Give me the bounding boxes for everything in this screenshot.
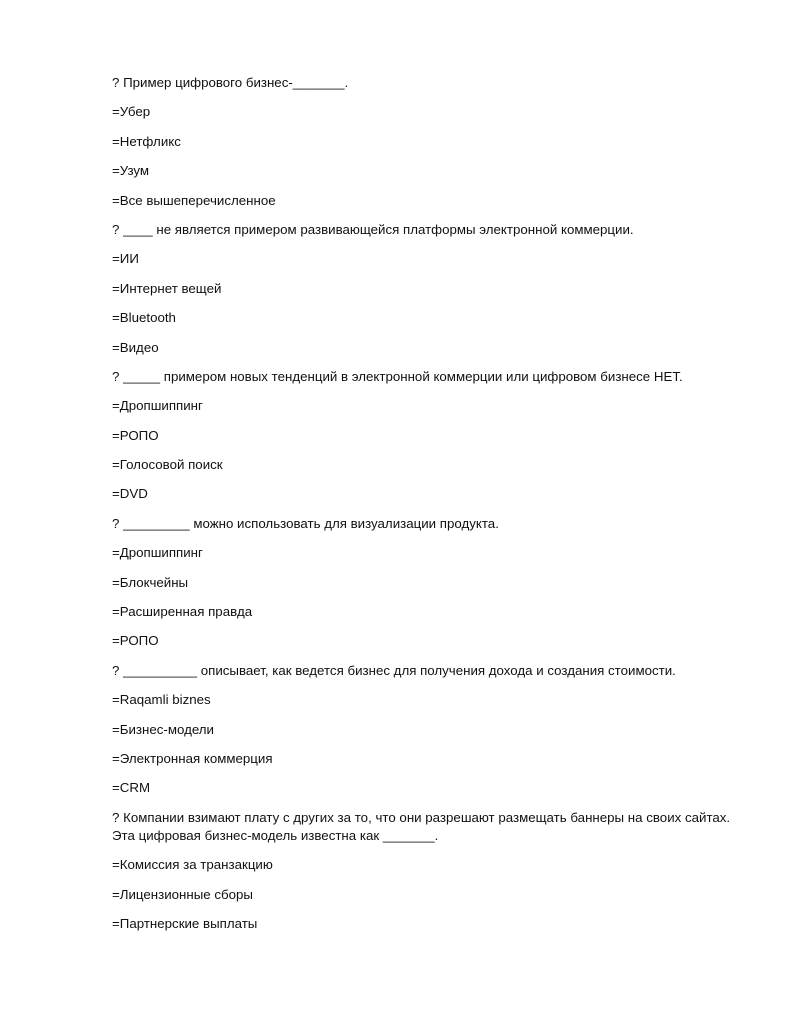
answer-option: =РОПО — [112, 427, 159, 443]
question-6: ? Компании взимают плату с других за то, что они разрешают размещать баннеры на своих сайтах. Эта цифровая бизнес-модель известна как _______. — [112, 809, 731, 843]
answer-option: =Bluetooth — [112, 310, 176, 326]
question-4: ? _________ можно использовать для визуализации продукта. — [112, 515, 499, 531]
question-1: ? Пример цифрового бизнес-_______. — [112, 75, 349, 90]
answer-option: =Все вышеперечисленное — [112, 192, 276, 208]
answer-option: =Дропшиппинг — [112, 398, 203, 414]
answer-option: =Голосовой поиск — [112, 457, 223, 473]
answer-option: =Убер — [112, 104, 151, 120]
answer-option: =Бизнес-модели — [112, 721, 214, 737]
question-3: ? _____ примером новых тенденций в электронной коммерции или цифровом бизнесе НЕТ. — [112, 368, 683, 384]
question-5: ? __________ описывает, как ведется бизнес для получения дохода и создания стоимости. — [112, 662, 676, 678]
answer-option: =Блокчейны — [112, 574, 189, 590]
answer-option: =DVD — [112, 486, 148, 502]
answer-option: =Интернет вещей — [112, 280, 222, 296]
answer-option: =Лицензионные сборы — [112, 886, 253, 902]
answer-option: =Raqamli biznes — [112, 692, 211, 708]
answer-option: =Партнерские выплаты — [112, 915, 258, 931]
answer-option: =Нетфликс — [112, 133, 181, 149]
answer-option: =Видео — [112, 339, 159, 355]
answer-option: =ИИ — [112, 251, 139, 267]
answer-option: =Электронная коммерция — [112, 750, 273, 766]
answer-option: =Дропшиппинг — [112, 545, 203, 561]
answer-option: =CRM — [112, 780, 151, 796]
document-body — [112, 74, 752, 944]
answer-option: =РОПО — [112, 633, 159, 649]
answer-option: =Расширенная правда — [112, 604, 253, 620]
answer-option: =Комиссия за транзакцию — [112, 857, 273, 873]
question-2: ? ____ не является примером развивающейся платформы электронной коммерции. — [112, 221, 634, 237]
answer-option: =Узум — [112, 163, 150, 179]
